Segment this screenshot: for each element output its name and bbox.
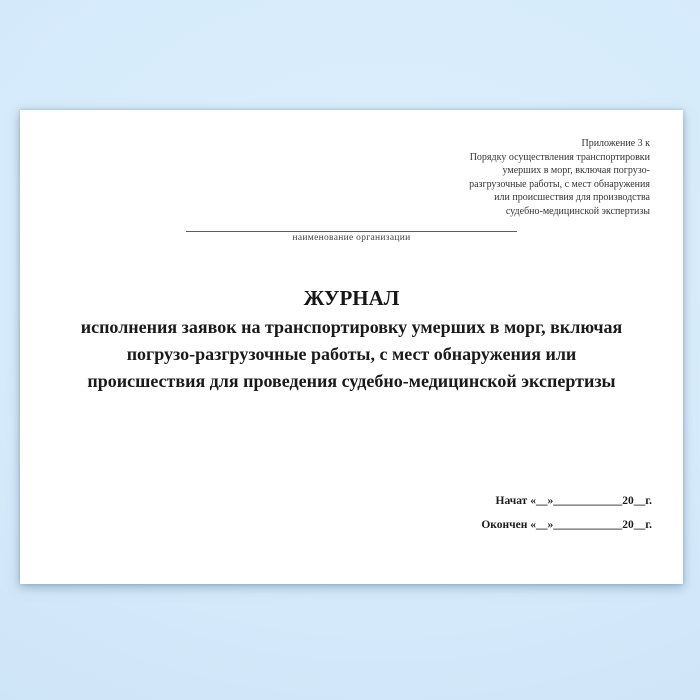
- journal-dates-block: [481, 494, 652, 532]
- subtitle-line: погрузо-разгрузочные работы, с мест обнаружения или: [126, 344, 577, 364]
- appendix-line: Порядку осуществления транспортировки: [469, 151, 650, 163]
- appendix-line: умерших в морг, включая погрузо-: [502, 165, 650, 177]
- organization-name-caption: наименование организации: [292, 233, 411, 243]
- organization-name-field: [20, 222, 683, 243]
- title-block: [20, 286, 683, 395]
- date-finished-line: Окончен «__»____________20__г.: [481, 519, 652, 531]
- subtitle-line: происшествия для проведения судебно-медицинской экспертизы: [87, 371, 616, 391]
- organization-name-blank-line: [186, 222, 517, 232]
- appendix-line: Приложение 3 к: [581, 138, 650, 149]
- document-subtitle: [20, 314, 683, 395]
- appendix-reference-block: [469, 137, 650, 219]
- appendix-line: разгрузочные работы, с мест обнаружения: [469, 178, 650, 190]
- subtitle-line: исполнения заявок на транспортировку умерших в морг, включая: [80, 317, 623, 337]
- document-title: ЖУРНАЛ: [303, 286, 400, 310]
- journal-cover-page: [20, 110, 683, 584]
- appendix-line: или происшествия для производства: [494, 192, 650, 204]
- date-started-line: Начат «__»____________20__г.: [495, 495, 652, 507]
- appendix-line: судебно-медицинской экспертизы: [505, 205, 650, 217]
